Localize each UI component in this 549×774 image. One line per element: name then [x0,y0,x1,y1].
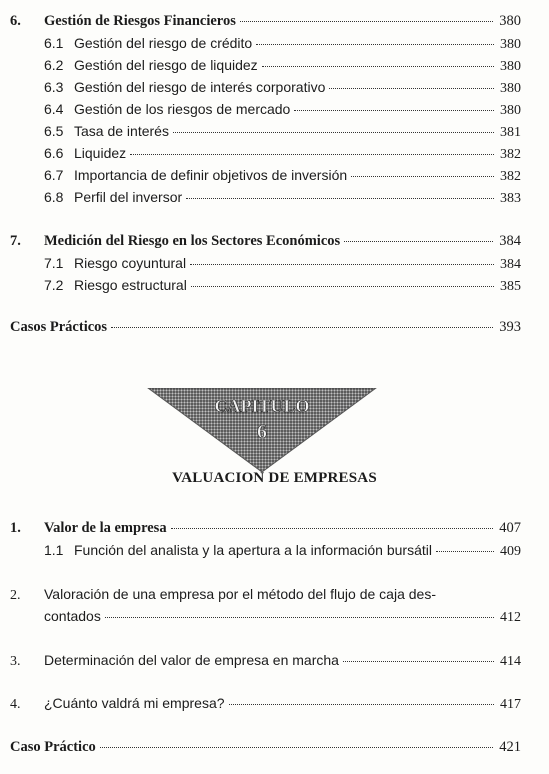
toc-title: Caso Práctico [10,739,96,755]
toc-entry-6-3 [44,78,521,98]
dot-leader [256,44,494,45]
toc-title: Importancia de definir objetivos de inversión [74,167,348,183]
toc-page: 380 [500,81,521,96]
dot-leader [343,661,494,662]
toc-page: 380 [500,103,521,118]
toc-page: 385 [500,279,521,294]
toc-number: 6.8 [44,189,64,205]
dot-leader [351,176,494,177]
toc-number: 7. [10,233,21,249]
toc-title: Riesgo coyuntural [74,255,187,271]
toc-page: 383 [500,191,521,206]
toc-entry-ch6-3 [10,651,521,671]
toc-entry-6-6 [44,144,521,164]
toc-page: 380 [500,59,521,74]
toc-page: 380 [500,37,521,52]
toc-page: 407 [499,520,521,536]
toc-number: 6.1 [44,35,64,51]
toc-page: 380 [499,13,521,29]
toc-entry-7 [10,232,521,250]
toc-entry-ch6-2-continued [44,607,521,627]
toc-entry-6-8 [44,188,521,208]
toc-number: 4. [10,697,21,712]
toc-page: 384 [500,257,521,272]
toc-title-continued: contados [44,608,101,624]
toc-page: 421 [499,739,521,755]
toc-page: 381 [500,125,521,140]
toc-entry-casos-practicos [10,318,521,336]
toc-title: Función del analista y la apertura a la información bursátil [74,542,432,558]
toc-title: Gestión del riesgo de crédito [74,35,253,51]
toc-entry-6 [10,12,521,30]
toc-entry-6-5 [44,122,521,142]
toc-number: 7.1 [44,255,64,271]
dot-leader [329,88,494,89]
dot-leader [294,110,494,111]
toc-number: 2. [10,588,21,603]
toc-title: Gestión de Riesgos Financieros [44,13,236,29]
toc-page: 382 [500,169,521,184]
toc-title: Casos Prácticos [10,319,108,335]
chapter-label: CAPITULO [214,396,310,416]
dot-leader [344,241,493,242]
toc-title: Riesgo estructural [74,277,187,293]
toc-number: 6. [10,13,21,29]
dot-leader [173,132,494,133]
toc-number: 1.1 [44,542,64,558]
dot-leader [229,704,494,705]
toc-title: Gestión del riesgo de liquidez [74,57,258,73]
dot-leader [190,264,494,265]
toc-page: 412 [500,610,521,625]
dot-leader [191,286,494,287]
dot-leader [130,154,494,155]
toc-entry-caso-practico [10,738,521,756]
dot-leader [171,528,494,529]
dot-leader [100,747,493,748]
toc-entry-6-2 [44,56,521,76]
toc-title: Medición del Riesgo en los Sectores Económicos [44,233,341,249]
toc-number: 7.2 [44,277,64,293]
dot-leader [186,198,494,199]
toc-number: 6.3 [44,79,64,95]
toc-title: Determinación del valor de empresa en marcha [44,652,339,668]
toc-number: 3. [10,654,21,669]
toc-number: 6.6 [44,145,64,161]
toc-number: 6.2 [44,57,64,73]
toc-entry-6-1 [44,34,521,54]
dot-leader [111,327,493,328]
toc-title: Liquidez [74,145,127,161]
toc-entry-ch6-1 [10,519,521,537]
toc-entry-ch6-2 [10,585,521,605]
toc-title: Tasa de interés [74,123,169,139]
toc-title: Gestión del riesgo de interés corporativo [74,79,326,95]
chapter-badge [146,388,378,474]
toc-page: 393 [499,319,521,335]
chapter-title: VALUACION DE EMPRESAS [172,470,377,486]
toc-entry-7-2 [44,276,521,296]
toc-entry-6-4 [44,100,521,120]
toc-entry-7-1 [44,254,521,274]
dot-leader [436,551,494,552]
toc-page: 417 [500,697,521,712]
dot-leader [240,21,493,22]
toc-entry-ch6-4 [10,694,521,714]
toc-entry-ch6-1-1 [44,541,521,561]
toc-page: 384 [499,233,521,249]
toc-number: 6.4 [44,101,64,117]
toc-page: 409 [500,544,521,559]
dot-leader [105,617,494,618]
toc-title: Valor de la empresa [44,520,167,536]
toc-number: 6.5 [44,123,64,139]
toc-entry-6-7 [44,166,521,186]
toc-title: ¿Cuánto valdrá mi empresa? [44,695,225,711]
toc-page: 382 [500,147,521,162]
toc-number: 6.7 [44,167,64,183]
dot-leader [262,66,494,67]
chapter-number: 6 [257,421,267,443]
toc-title: Gestión de los riesgos de mercado [74,101,291,117]
toc-title: Valoración de una empresa por el método del flujo de caja des- [44,586,436,602]
toc-number: 1. [10,520,21,536]
toc-title: Perfil del inversor [74,189,183,205]
toc-page: 414 [500,654,521,669]
